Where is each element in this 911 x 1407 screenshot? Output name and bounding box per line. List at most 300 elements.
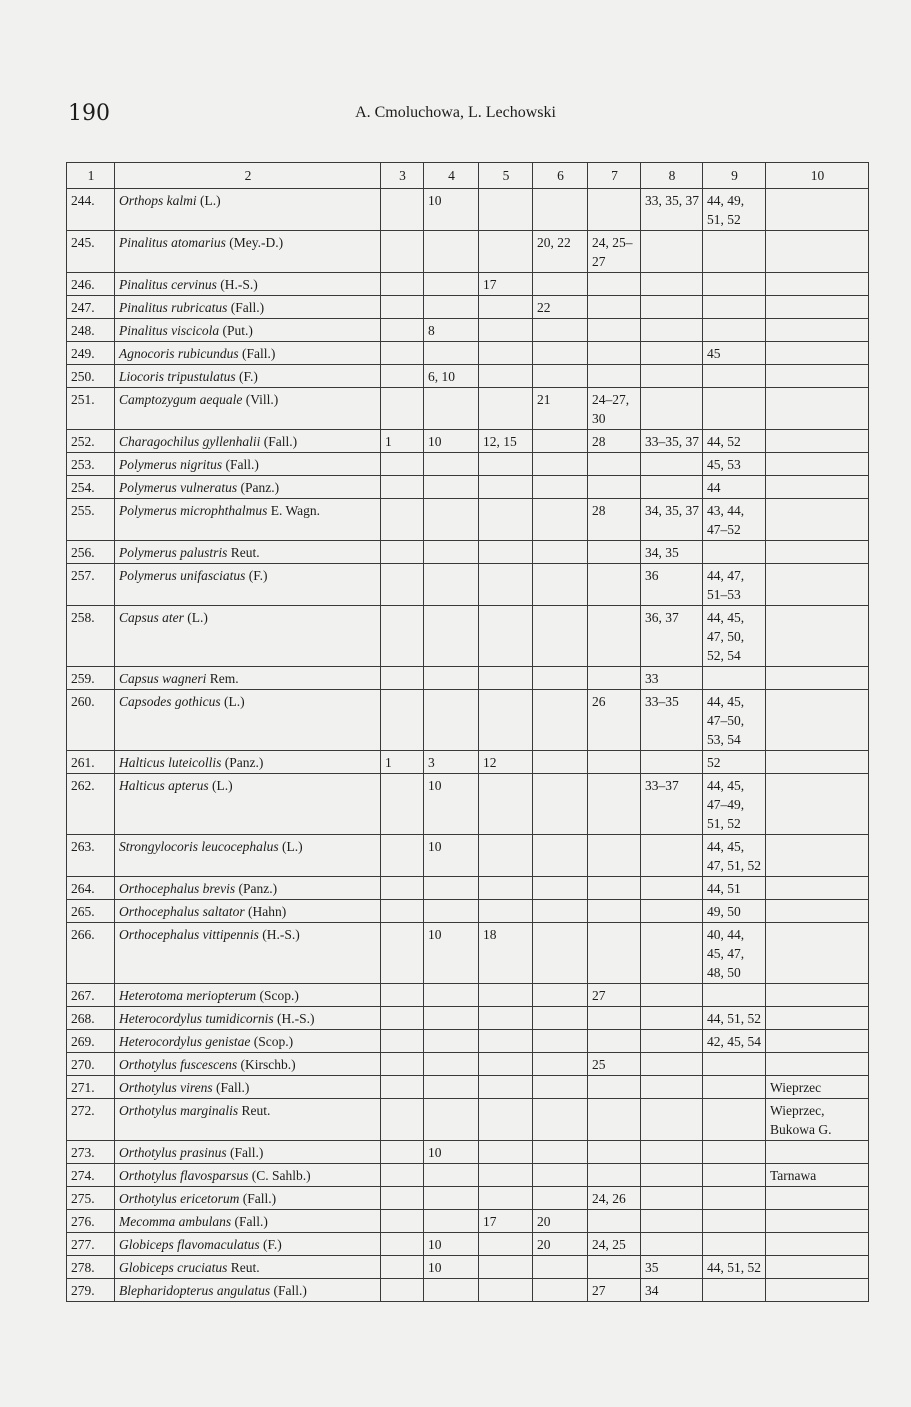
cell-col-6 [533, 690, 588, 751]
table-row [67, 1141, 869, 1164]
cell-col-4: 10 [424, 1256, 479, 1279]
cell-col-5 [479, 667, 533, 690]
cell-col-7 [588, 751, 641, 774]
cell-col-6 [533, 342, 588, 365]
cell-col-8 [641, 453, 703, 476]
species-cell [115, 564, 381, 606]
cell-col-7 [588, 877, 641, 900]
cell-col-9: 44 [703, 476, 766, 499]
cell-col-10 [766, 1187, 869, 1210]
cell-col-4: 3 [424, 751, 479, 774]
cell-col-6 [533, 430, 588, 453]
species-name: Charagochilus gyllenhalii [119, 434, 261, 449]
cell-col-4 [424, 690, 479, 751]
cell-col-8 [641, 1187, 703, 1210]
cell-col-9: 44, 51, 52 [703, 1256, 766, 1279]
cell-col-8 [641, 984, 703, 1007]
table-row [67, 1233, 869, 1256]
species-cell [115, 319, 381, 342]
cell-col-5 [479, 1164, 533, 1187]
cell-col-8 [641, 923, 703, 984]
cell-col-9: 49, 50 [703, 900, 766, 923]
species-cell [115, 1076, 381, 1099]
species-author: (L.) [224, 694, 245, 709]
cell-col-7 [588, 1007, 641, 1030]
cell-col-8: 36 [641, 564, 703, 606]
cell-col-8 [641, 273, 703, 296]
cell-col-9: 44, 45, 47, 50, 52, 54 [703, 606, 766, 667]
cell-col-9 [703, 541, 766, 564]
cell-col-5 [479, 1187, 533, 1210]
cell-col-6 [533, 273, 588, 296]
cell-col-9 [703, 1210, 766, 1233]
cell-col-8 [641, 365, 703, 388]
species-author: (Fall.) [230, 1145, 264, 1160]
column-header: 1 [67, 163, 115, 189]
species-author: (F.) [262, 1237, 282, 1252]
cell-col-3 [381, 667, 424, 690]
cell-col-10 [766, 541, 869, 564]
cell-col-4 [424, 273, 479, 296]
species-name: Capsus wagneri [119, 671, 207, 686]
row-number: 247. [67, 296, 115, 319]
column-header: 3 [381, 163, 424, 189]
cell-col-4 [424, 1030, 479, 1053]
cell-col-6 [533, 365, 588, 388]
cell-col-3 [381, 877, 424, 900]
species-name: Capsodes gothicus [119, 694, 221, 709]
row-number: 246. [67, 273, 115, 296]
cell-col-5 [479, 1099, 533, 1141]
table-row [67, 365, 869, 388]
species-author: (H.-S.) [220, 277, 258, 292]
cell-col-7 [588, 606, 641, 667]
cell-col-5 [479, 1030, 533, 1053]
cell-col-7 [588, 1256, 641, 1279]
species-name: Heterotoma meriopterum [119, 988, 257, 1003]
cell-col-4 [424, 231, 479, 273]
cell-col-3 [381, 835, 424, 877]
cell-col-7 [588, 365, 641, 388]
cell-col-9: 45 [703, 342, 766, 365]
cell-col-8: 34 [641, 1279, 703, 1302]
cell-col-6: 22 [533, 296, 588, 319]
cell-col-8 [641, 1233, 703, 1256]
cell-col-8: 33–35, 37 [641, 430, 703, 453]
row-number: 279. [67, 1279, 115, 1302]
cell-col-5: 17 [479, 273, 533, 296]
cell-col-5 [479, 774, 533, 835]
cell-col-10 [766, 1007, 869, 1030]
cell-col-7 [588, 476, 641, 499]
row-number: 258. [67, 606, 115, 667]
table-row [67, 453, 869, 476]
row-number: 252. [67, 430, 115, 453]
species-name: Agnocoris rubicundus [119, 346, 239, 361]
species-author: (Scop.) [253, 1034, 294, 1049]
cell-col-3 [381, 189, 424, 231]
table-row [67, 273, 869, 296]
table-row [67, 900, 869, 923]
cell-col-9: 43, 44, 47–52 [703, 499, 766, 541]
species-name: Pinalitus atomarius [119, 235, 226, 250]
species-cell [115, 690, 381, 751]
species-name: Orthotylus fuscescens [119, 1057, 238, 1072]
cell-col-4 [424, 1053, 479, 1076]
cell-col-3 [381, 388, 424, 430]
row-number: 245. [67, 231, 115, 273]
cell-col-4: 8 [424, 319, 479, 342]
cell-col-5 [479, 541, 533, 564]
cell-col-10 [766, 296, 869, 319]
species-name: Polymerus vulneratus [119, 480, 238, 495]
species-cell [115, 388, 381, 430]
row-number: 244. [67, 189, 115, 231]
cell-col-6: 21 [533, 388, 588, 430]
row-number: 260. [67, 690, 115, 751]
species-name: Strongylocoris leucocephalus [119, 839, 279, 854]
species-cell [115, 1279, 381, 1302]
cell-col-3 [381, 1099, 424, 1141]
species-author: (Kirschb.) [240, 1057, 296, 1072]
cell-col-6 [533, 1053, 588, 1076]
cell-col-6 [533, 1256, 588, 1279]
cell-col-3 [381, 774, 424, 835]
cell-col-3 [381, 296, 424, 319]
cell-col-7 [588, 1210, 641, 1233]
cell-col-7 [588, 189, 641, 231]
table-row [67, 1076, 869, 1099]
species-author: (Fall.) [273, 1283, 307, 1298]
cell-col-7 [588, 1030, 641, 1053]
cell-col-6: 20, 22 [533, 231, 588, 273]
cell-col-5 [479, 835, 533, 877]
column-header: 4 [424, 163, 479, 189]
cell-col-9: 44, 49, 51, 52 [703, 189, 766, 231]
cell-col-4 [424, 453, 479, 476]
species-author: (Put.) [222, 323, 253, 338]
cell-col-3 [381, 900, 424, 923]
cell-col-4 [424, 1279, 479, 1302]
cell-col-5 [479, 453, 533, 476]
cell-col-4: 10 [424, 1141, 479, 1164]
row-number: 268. [67, 1007, 115, 1030]
species-name: Camptozygum aequale [119, 392, 243, 407]
column-header: 7 [588, 163, 641, 189]
cell-col-4 [424, 499, 479, 541]
cell-col-10 [766, 342, 869, 365]
cell-col-7 [588, 1141, 641, 1164]
cell-col-5 [479, 499, 533, 541]
cell-col-10 [766, 923, 869, 984]
cell-col-4: 10 [424, 923, 479, 984]
cell-col-10 [766, 606, 869, 667]
cell-col-6: 20 [533, 1210, 588, 1233]
cell-col-3 [381, 1164, 424, 1187]
cell-col-7 [588, 1164, 641, 1187]
species-author: (L.) [212, 778, 233, 793]
species-name: Globiceps flavomaculatus [119, 1237, 260, 1252]
species-name: Pinalitus viscicola [119, 323, 220, 338]
cell-col-10 [766, 835, 869, 877]
species-author: (H.-S.) [262, 927, 300, 942]
table-row [67, 1053, 869, 1076]
column-header: 5 [479, 163, 533, 189]
row-number: 261. [67, 751, 115, 774]
cell-col-8 [641, 342, 703, 365]
row-number: 272. [67, 1099, 115, 1141]
cell-col-9: 44, 51, 52 [703, 1007, 766, 1030]
cell-col-4: 6, 10 [424, 365, 479, 388]
cell-col-3 [381, 476, 424, 499]
table-row [67, 1256, 869, 1279]
cell-col-3 [381, 564, 424, 606]
cell-col-6 [533, 476, 588, 499]
cell-col-4 [424, 1099, 479, 1141]
cell-col-10 [766, 1233, 869, 1256]
cell-col-8 [641, 835, 703, 877]
species-name: Polymerus microphthalmus [119, 503, 268, 518]
cell-col-5 [479, 1141, 533, 1164]
cell-col-4 [424, 541, 479, 564]
cell-col-9 [703, 667, 766, 690]
cell-col-10 [766, 751, 869, 774]
cell-col-3 [381, 541, 424, 564]
cell-col-6 [533, 1279, 588, 1302]
cell-col-7: 24, 26 [588, 1187, 641, 1210]
cell-col-3 [381, 1030, 424, 1053]
species-author: (H.-S.) [276, 1011, 315, 1026]
cell-col-5: 17 [479, 1210, 533, 1233]
cell-col-8: 33, 35, 37 [641, 189, 703, 231]
row-number: 254. [67, 476, 115, 499]
cell-col-10: Wieprzec [766, 1076, 869, 1099]
cell-col-10: Wieprzec, Bukowa G. [766, 1099, 869, 1141]
cell-col-10 [766, 877, 869, 900]
cell-col-9: 42, 45, 54 [703, 1030, 766, 1053]
cell-col-10 [766, 690, 869, 751]
row-number: 270. [67, 1053, 115, 1076]
species-name: Orthocephalus brevis [119, 881, 236, 896]
cell-col-7 [588, 453, 641, 476]
cell-col-8: 36, 37 [641, 606, 703, 667]
table-row [67, 774, 869, 835]
cell-col-9 [703, 296, 766, 319]
row-number: 253. [67, 453, 115, 476]
cell-col-4 [424, 1164, 479, 1187]
column-header: 9 [703, 163, 766, 189]
cell-col-8: 33–37 [641, 774, 703, 835]
cell-col-3 [381, 319, 424, 342]
cell-col-7: 26 [588, 690, 641, 751]
cell-col-4 [424, 564, 479, 606]
row-number: 251. [67, 388, 115, 430]
column-header: 10 [766, 163, 869, 189]
cell-col-9 [703, 1279, 766, 1302]
cell-col-10 [766, 1210, 869, 1233]
cell-col-10 [766, 1141, 869, 1164]
species-cell [115, 606, 381, 667]
row-number: 271. [67, 1076, 115, 1099]
species-cell [115, 189, 381, 231]
species-author: (Hahn) [248, 904, 287, 919]
species-name: Heterocordylus genistae [119, 1034, 251, 1049]
species-author: (Fall.) [234, 1214, 268, 1229]
species-author: E. Wagn. [270, 503, 321, 518]
cell-col-7 [588, 319, 641, 342]
species-name: Pinalitus cervinus [119, 277, 217, 292]
cell-col-8 [641, 1164, 703, 1187]
cell-col-5: 12, 15 [479, 430, 533, 453]
cell-col-6 [533, 751, 588, 774]
cell-col-9 [703, 231, 766, 273]
cell-col-6 [533, 189, 588, 231]
cell-col-6 [533, 499, 588, 541]
row-number: 263. [67, 835, 115, 877]
cell-col-4 [424, 296, 479, 319]
cell-col-3 [381, 1076, 424, 1099]
cell-col-7 [588, 900, 641, 923]
cell-col-10 [766, 1030, 869, 1053]
species-author: (F.) [248, 568, 268, 583]
cell-col-9: 44, 45, 47, 51, 52 [703, 835, 766, 877]
cell-col-5 [479, 1053, 533, 1076]
cell-col-4 [424, 984, 479, 1007]
cell-col-9 [703, 1076, 766, 1099]
cell-col-10 [766, 667, 869, 690]
species-cell [115, 835, 381, 877]
table-row [67, 1030, 869, 1053]
cell-col-7: 24, 25–27 [588, 231, 641, 273]
cell-col-10 [766, 900, 869, 923]
species-cell [115, 1233, 381, 1256]
cell-col-8 [641, 319, 703, 342]
cell-col-4 [424, 1210, 479, 1233]
cell-col-10 [766, 319, 869, 342]
cell-col-7 [588, 564, 641, 606]
species-name: Orthops kalmi [119, 193, 197, 208]
species-author: (Fall.) [225, 457, 259, 472]
cell-col-7: 28 [588, 499, 641, 541]
species-cell [115, 1053, 381, 1076]
row-number: 275. [67, 1187, 115, 1210]
cell-col-6 [533, 1007, 588, 1030]
table-row [67, 342, 869, 365]
cell-col-5 [479, 319, 533, 342]
species-cell [115, 923, 381, 984]
cell-col-5 [479, 606, 533, 667]
cell-col-3 [381, 342, 424, 365]
cell-col-9: 44, 45, 47–49, 51, 52 [703, 774, 766, 835]
cell-col-10 [766, 1279, 869, 1302]
cell-col-7 [588, 1076, 641, 1099]
cell-col-4 [424, 342, 479, 365]
species-author: (Panz.) [238, 881, 278, 896]
cell-col-5 [479, 1076, 533, 1099]
row-number: 265. [67, 900, 115, 923]
cell-col-6 [533, 923, 588, 984]
cell-col-3 [381, 984, 424, 1007]
species-name: Polymerus nigritus [119, 457, 223, 472]
species-cell [115, 984, 381, 1007]
cell-col-4: 10 [424, 189, 479, 231]
cell-col-6 [533, 541, 588, 564]
cell-col-4: 10 [424, 430, 479, 453]
cell-col-8 [641, 231, 703, 273]
cell-col-9: 44, 47, 51–53 [703, 564, 766, 606]
cell-col-10 [766, 388, 869, 430]
column-header: 2 [115, 163, 381, 189]
row-number: 273. [67, 1141, 115, 1164]
species-name: Orthotylus virens [119, 1080, 213, 1095]
table-row [67, 388, 869, 430]
row-number: 276. [67, 1210, 115, 1233]
row-number: 277. [67, 1233, 115, 1256]
cell-col-5 [479, 564, 533, 606]
cell-col-7 [588, 1099, 641, 1141]
cell-col-5 [479, 877, 533, 900]
cell-col-10: Tarnawa [766, 1164, 869, 1187]
cell-col-6 [533, 900, 588, 923]
row-number: 250. [67, 365, 115, 388]
table-row [67, 319, 869, 342]
species-author: (L.) [200, 193, 221, 208]
cell-col-3 [381, 365, 424, 388]
cell-col-8 [641, 1076, 703, 1099]
species-cell [115, 667, 381, 690]
cell-col-8 [641, 1099, 703, 1141]
table-row [67, 430, 869, 453]
cell-col-9 [703, 1187, 766, 1210]
table-row [67, 1210, 869, 1233]
cell-col-4: 10 [424, 835, 479, 877]
cell-col-7 [588, 835, 641, 877]
species-cell [115, 900, 381, 923]
species-name: Liocoris tripustulatus [119, 369, 236, 384]
cell-col-9 [703, 1099, 766, 1141]
species-cell [115, 1007, 381, 1030]
cell-col-5 [479, 296, 533, 319]
table-body [67, 189, 869, 1302]
cell-col-6 [533, 1164, 588, 1187]
cell-col-10 [766, 564, 869, 606]
species-author: Reut. [241, 1103, 271, 1118]
cell-col-5 [479, 388, 533, 430]
row-number: 249. [67, 342, 115, 365]
cell-col-8 [641, 1030, 703, 1053]
species-author: (L.) [281, 839, 303, 854]
cell-col-9 [703, 1233, 766, 1256]
cell-col-6 [533, 1076, 588, 1099]
cell-col-8 [641, 1210, 703, 1233]
running-head-authors: A. Cmoluchowa, L. Lechowski [355, 104, 556, 121]
row-number: 257. [67, 564, 115, 606]
cell-col-6 [533, 564, 588, 606]
species-author: (Panz.) [224, 755, 264, 770]
cell-col-10 [766, 430, 869, 453]
species-author: Reut. [230, 545, 260, 560]
cell-col-3 [381, 273, 424, 296]
species-cell [115, 541, 381, 564]
cell-col-6 [533, 1099, 588, 1141]
cell-col-10 [766, 476, 869, 499]
species-name: Halticus luteicollis [119, 755, 222, 770]
cell-col-3: 1 [381, 430, 424, 453]
species-author: (Fall.) [242, 346, 276, 361]
cell-col-10 [766, 1053, 869, 1076]
cell-col-10 [766, 1256, 869, 1279]
species-name: Globiceps cruciatus [119, 1260, 228, 1275]
